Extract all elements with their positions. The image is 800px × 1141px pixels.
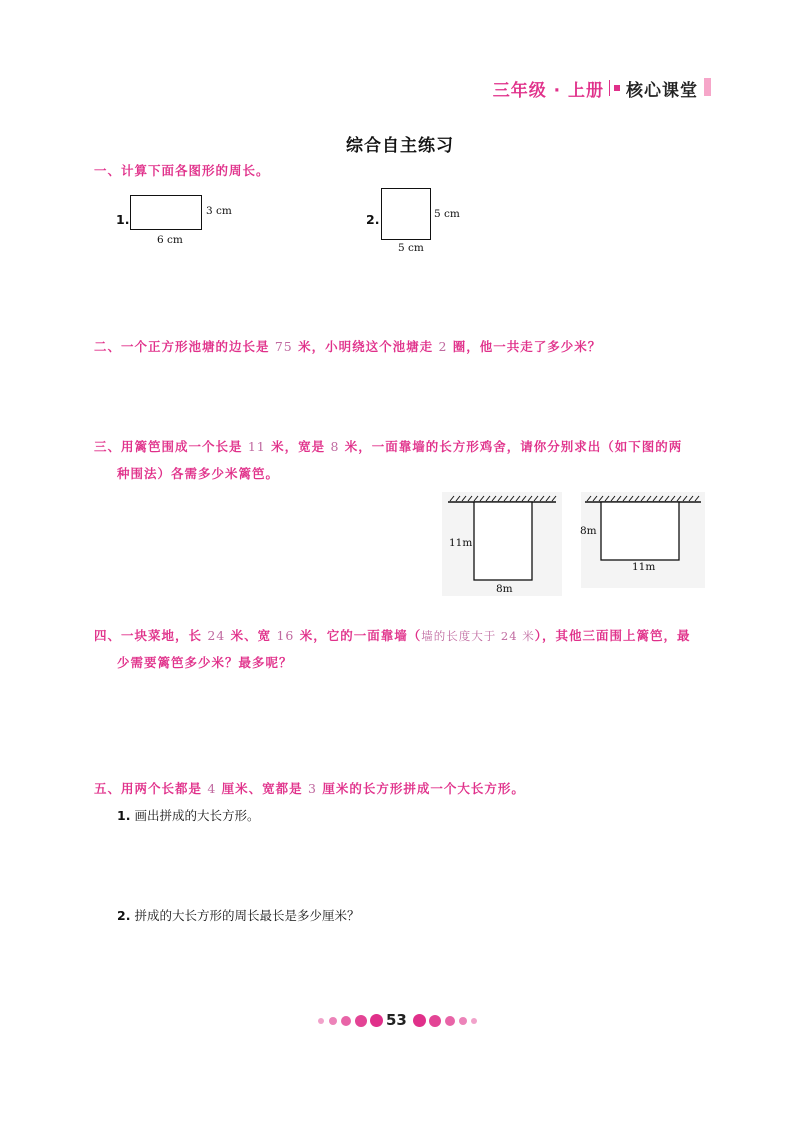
q3-number-length: 11 [247, 439, 266, 454]
question-5 [94, 775, 525, 802]
q4-text-b: 米、宽 [225, 628, 277, 643]
q5-text-b: 厘米、宽都是 [216, 781, 309, 796]
q3-number-width: 8 [330, 439, 340, 454]
fig2-square [381, 188, 431, 240]
footer-dot-icon [429, 1015, 441, 1027]
footer-dot-icon [459, 1017, 467, 1025]
fig2-side-label: 5 cm [434, 208, 460, 220]
q2-text-a: 二、一个正方形池塘的边长是 [94, 339, 275, 354]
q4-wall-note: 墙的长度大于 24 米 [421, 629, 535, 643]
q3-text-b: 米，宽是 [265, 439, 331, 454]
page-title: 综合自主练习 [346, 136, 454, 156]
header-grade: 三年级 · 上册 [492, 81, 604, 101]
footer-dot-icon [413, 1014, 426, 1027]
question-3-line1 [94, 433, 682, 460]
header-section: 核心课堂 [626, 81, 698, 101]
q5-text-a: 五、用两个长都是 [94, 781, 208, 796]
q2-text-c: 圈，他一共走了多少米？ [447, 339, 602, 354]
q3-text-c: 米，一面靠墙的长方形鸡舍，请你分别求出（如下图的两 [339, 439, 683, 454]
q2-number-laps: 2 [438, 339, 448, 354]
header-square-icon [614, 85, 620, 91]
q4-text-a: 四、一块菜地，长 [94, 628, 208, 643]
footer-dot-icon [445, 1016, 455, 1026]
fence-figure-b [581, 492, 705, 588]
fig1-width-label: 3 cm [206, 205, 232, 217]
q5-number-width: 3 [308, 781, 317, 796]
q5-number-length: 4 [207, 781, 217, 796]
q5-subquestion-1 [117, 806, 259, 824]
fig1-length-label: 6 cm [157, 234, 183, 246]
q5-sub1-text: 画出拼成的大长方形。 [134, 808, 260, 823]
header-bar-icon [704, 78, 711, 96]
fig1-number: 1. [116, 212, 130, 227]
fig-a-side-label: 11m [449, 537, 473, 549]
footer-dot-icon [471, 1018, 477, 1024]
q2-number-side: 75 [274, 339, 293, 354]
header-separator [609, 80, 610, 96]
q5-text-c: 厘米的长方形拼成一个大长方形。 [316, 781, 525, 796]
q4-number-length: 24 [207, 628, 226, 643]
footer-dot-icon [341, 1016, 351, 1026]
fig2-bottom-label: 5 cm [398, 242, 424, 254]
q4-text-d: ），其他三面围上篱笆，最 [534, 628, 691, 643]
q4-text-c: 米，它的一面靠墙（ [294, 628, 422, 643]
footer-dot-icon [329, 1017, 337, 1025]
q5-sub2-text: 拼成的大长方形的周长最长是多少厘米？ [134, 908, 360, 923]
footer-dot-icon [370, 1014, 383, 1027]
fig1-rectangle [130, 195, 202, 230]
question-3-line2: 种围法）各需多少米篱笆。 [117, 466, 280, 481]
question-2 [94, 333, 601, 360]
page-header [0, 76, 800, 106]
page-number: 53 [386, 1011, 407, 1029]
fig2-number: 2. [366, 212, 380, 227]
q5-subquestion-2 [117, 906, 359, 924]
fig-b-bottom-label: 11m [632, 561, 656, 573]
page-footer [0, 1011, 800, 1031]
q3-text-a: 三、用篱笆围成一个长是 [94, 439, 248, 454]
fig-b-side-label: 8m [580, 525, 597, 537]
q5-sub1-number: 1. [117, 808, 131, 823]
footer-dot-icon [355, 1015, 367, 1027]
q4-number-width: 16 [276, 628, 295, 643]
question-4-line1 [94, 622, 690, 650]
q2-text-b: 米，小明绕这个池塘走 [292, 339, 439, 354]
footer-dot-icon [318, 1018, 324, 1024]
question-1: 一、计算下面各图形的周长。 [94, 163, 270, 178]
fig-a-bottom-label: 8m [496, 583, 513, 595]
question-4-line2: 少需要篱笆多少米？最多呢？ [117, 655, 293, 670]
q5-sub2-number: 2. [117, 908, 131, 923]
